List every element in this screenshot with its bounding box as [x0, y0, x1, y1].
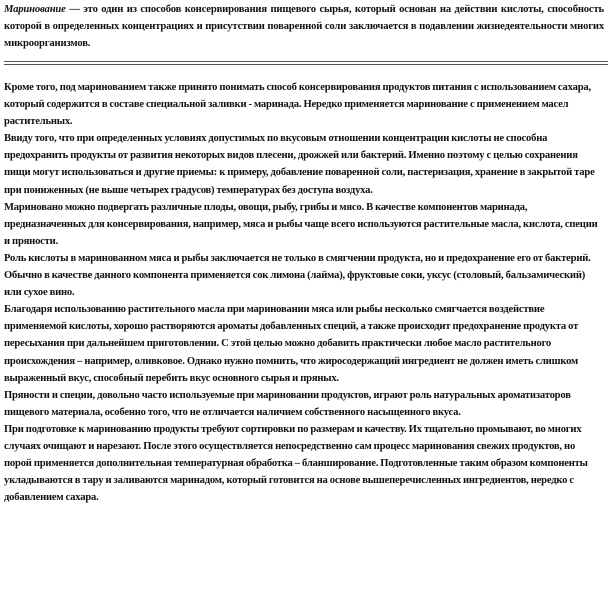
definition-text: — это один из способов консервирования пищевого сырья, который основан на действии кислоты, способность которой в определенных концентрациях и присутствии поваренной соли заключается в подавлении жизнедеятельности многих микроорганизмов. — [4, 4, 604, 49]
definition-term: Маринование — [4, 4, 66, 15]
paragraph-1: Кроме того, под маринованием также принято понимать способ консервирования продуктов питания с использованием сахара, который содержится в составе специальной заливки - маринада. Нередко применяется маринование с применением масел растительных. — [4, 82, 591, 128]
definition-paragraph — [4, 0, 604, 52]
paragraph-6: Пряности и специи, довольно часто используемые при мариновании продуктов, играют роль натуральных ароматизаторов пищевого материала, особенно того, что не отличается наличием собственного насыщенного вкуса. — [4, 389, 571, 418]
horizontal-divider — [4, 61, 608, 65]
paragraph-3: Мариновано можно подвергать различные плоды, овощи, рыбу, грибы и мясо. В качестве компонентов маринада, предназначенных для консервирования, например, мяса и рыбы чаще всего используются растительные масла, кислота, специи и пряности. — [4, 201, 598, 247]
paragraph-7: При подготовке к маринованию продукты требуют сортировки по размерам и качеству. Их тщательно промывают, во многих случаях очищают и нарезают. После этого осуществляется непосредственно сам процесс маринования свежих продуктов, но порой применяется дополнительная температурная обработка – бланширование. Подготовленные таким образом компоненты укладываются в тару и заливаются маринадом, который готовится на основе вышеперечисленных ингредиентов, нередко с добавлением сахара. — [4, 423, 588, 504]
paragraph-4: Роль кислоты в маринованном мяса и рыбы заключается не только в смягчении продукта, но и предохранение его от бактерий. Обычно в качестве данного компонента применяется сок лимона (лайма), фруктовые соки, уксус (столовый, бальзамический) или сухое вино. — [4, 252, 591, 299]
paragraph-2: Ввиду того, что при определенных условиях допустимых по вкусовым отношении концентрации кислоты не способна предохранить продукты от развития некоторых видов плесени, дрожжей или бактерий. Именно поэтому с целью сохранения пищи могут использоваться и другие приемы: к примеру, добавление поваренной соли, пастеризация, хранение в закрытой таре при пониженных (не выше четырех градусов) температурах без доступа воздуха. — [4, 133, 595, 196]
body-text — [4, 79, 604, 506]
paragraph-5: Благодаря использованию растительного масла при мариновании мяса или рыбы несколько смягчается воздействие применяемой кислоты, хорошо растворяются ароматы добавленных специй, а также происходит предохранение продукта от пересыхания при дальнейшем приготовлении. С этой целью можно добавить практически любое масло растительного происхождения – например, оливковое. Однако нужно помнить, что жиросодержащий ингредиент не должен иметь слишком выраженный вкус, способный перебить вкус основного сырья и пряных. — [4, 304, 579, 384]
